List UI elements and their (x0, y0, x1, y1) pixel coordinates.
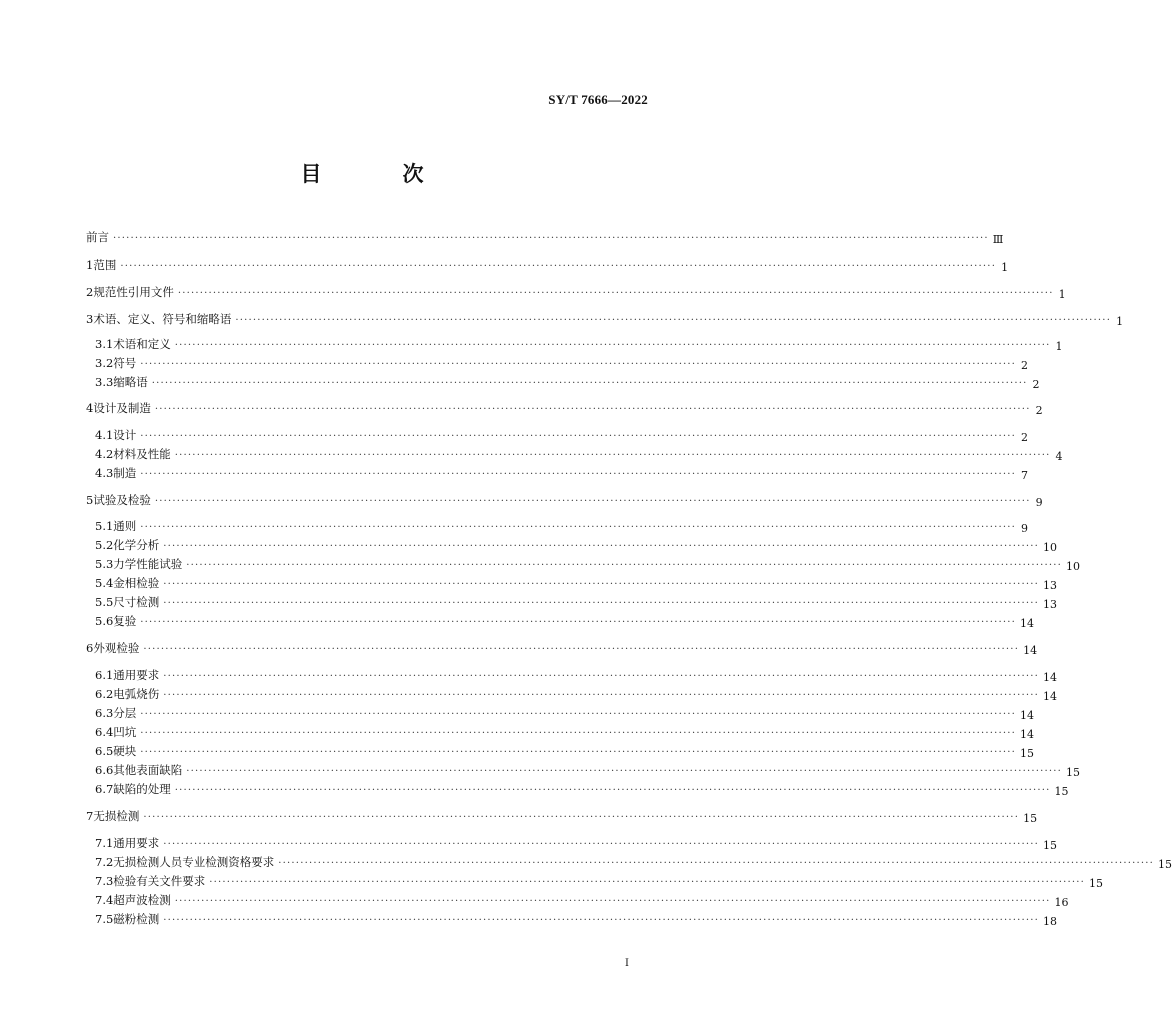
toc-entry[interactable] (86, 400, 1043, 417)
toc-entry-number: 7.4 (95, 893, 114, 907)
toc-entry-page: 14 (1043, 671, 1058, 684)
toc-entry-number: 5.4 (95, 576, 114, 590)
toc-entry-number: 4.3 (95, 466, 114, 480)
toc-entry-page: 15 (1023, 812, 1038, 825)
toc-entry-label: 范围 (93, 258, 117, 272)
page-title: 目 次 (300, 161, 454, 186)
toc-entry[interactable] (95, 835, 1058, 852)
toc-entry-page: 1 (1001, 261, 1009, 274)
toc-entry-number: 5 (86, 493, 94, 507)
toc-entry-label: 硬块 (113, 744, 137, 758)
toc-entry-page: 15 (1158, 858, 1172, 871)
toc-entry-label: 电弧烧伤 (113, 687, 160, 701)
toc-entry-number: 3.3 (95, 375, 114, 389)
dot-leader: ........................................................................................................................................................................................................ (140, 428, 1017, 439)
toc-entry-label: 符号 (113, 356, 137, 370)
dot-leader: ........................................................................................................................................................................................................ (174, 447, 1051, 458)
toc-entry-label: 力学性能试验 (113, 557, 183, 571)
toc-entry-number: 5.3 (95, 557, 114, 571)
toc-entry[interactable] (86, 808, 1038, 825)
toc-entry-label: 材料及性能 (113, 447, 171, 461)
toc-entry-number: 6.4 (95, 725, 114, 739)
toc-entry-page: 1 (1116, 315, 1124, 328)
toc-entry-number: 6.1 (95, 668, 114, 682)
toc-entry-page: 14 (1020, 617, 1035, 630)
dot-leader: ........................................................................................................................................................................................................ (209, 874, 1086, 885)
toc-entry-page: 1 (1055, 340, 1063, 353)
toc-entry[interactable] (95, 374, 1040, 391)
dot-leader: ........................................................................................................................................................................................................ (140, 519, 1017, 530)
dot-leader: ........................................................................................................................................................................................................ (140, 725, 1017, 736)
dot-leader: ........................................................................................................................................................................................................ (143, 641, 1020, 652)
dot-leader: ........................................................................................................................................................................................................ (163, 912, 1040, 923)
toc-entry-page: 18 (1043, 915, 1058, 928)
dot-leader: ........................................................................................................................................................................................................ (120, 258, 997, 269)
toc-entry-label: 缩略语 (113, 375, 148, 389)
toc-entry-number: 6.6 (95, 763, 114, 777)
dot-leader: ........................................................................................................................................................................................................ (235, 312, 1112, 323)
toc-entry-page: 15 (1043, 839, 1058, 852)
toc-entry[interactable] (86, 311, 1124, 328)
dot-leader: ........................................................................................................................................................................................................ (140, 466, 1017, 477)
dot-leader: ........................................................................................................................................................................................................ (163, 668, 1040, 679)
dot-leader: ........................................................................................................................................................................................................ (163, 687, 1040, 698)
toc-entry-number: 4.2 (95, 447, 114, 461)
toc-entry[interactable] (95, 724, 1035, 741)
toc-entry-page: 9 (1035, 496, 1043, 509)
toc-entry-label: 试验及检验 (93, 493, 151, 507)
toc-entry-label: 术语和定义 (113, 337, 171, 351)
toc-entry-page: 14 (1043, 690, 1058, 703)
toc-entry[interactable] (95, 575, 1058, 592)
dot-leader: ........................................................................................................................................................................................................ (113, 230, 989, 241)
toc-entry[interactable] (95, 556, 1081, 573)
toc-entry[interactable] (95, 427, 1029, 444)
toc-entry-number: 5.2 (95, 538, 114, 552)
toc-entry[interactable] (86, 257, 1009, 274)
toc-entry[interactable] (95, 336, 1063, 353)
toc-entry-page: 15 (1020, 747, 1035, 760)
toc-entry-label: 凹坑 (113, 725, 137, 739)
toc-entry-page: 9 (1021, 522, 1029, 535)
toc-entry[interactable] (95, 446, 1063, 463)
toc-entry[interactable] (95, 537, 1058, 554)
toc-entry-number: 3.2 (95, 356, 114, 370)
toc-entry-page: 15 (1089, 877, 1104, 890)
toc-entry-number: 6.7 (95, 782, 114, 796)
toc-entry-number: 4 (86, 401, 94, 415)
toc-entry[interactable] (86, 284, 1066, 301)
toc-entry-number: 7.1 (95, 836, 114, 850)
toc-entry-label: 制造 (113, 466, 137, 480)
toc-entry-label: 复验 (113, 614, 137, 628)
dot-leader: ........................................................................................................................................................................................................ (154, 493, 1031, 504)
toc-entry-number: 5.6 (95, 614, 114, 628)
dot-leader: ........................................................................................................................................................................................................ (278, 855, 1155, 866)
toc-entry-page: 2 (1032, 378, 1040, 391)
dot-leader: ........................................................................................................................................................................................................ (163, 538, 1040, 549)
dot-leader: ........................................................................................................................................................................................................ (140, 706, 1017, 717)
standard-code: SY/T 7666—2022 (548, 92, 648, 107)
toc-entry-page: 16 (1054, 896, 1069, 909)
toc-entry-number: 4.1 (95, 428, 114, 442)
toc-entry-number: 7 (86, 809, 94, 823)
toc-entry-label: 尺寸检测 (113, 595, 160, 609)
dot-leader: ........................................................................................................................................................................................................ (174, 337, 1051, 348)
toc-entry-label: 通用要求 (113, 668, 160, 682)
toc-entry[interactable] (95, 762, 1081, 779)
toc-entry-page: 2 (1021, 431, 1029, 444)
toc-entry-page: 10 (1043, 541, 1058, 554)
toc-entry[interactable] (95, 686, 1058, 703)
toc-entry[interactable] (95, 667, 1058, 684)
dot-leader: ........................................................................................................................................................................................................ (186, 763, 1063, 774)
toc-entry-label: 无损检测 (93, 809, 140, 823)
dot-leader: ........................................................................................................................................................................................................ (186, 557, 1063, 568)
toc-entry-page: 4 (1055, 450, 1063, 463)
toc-entry-page: 15 (1066, 766, 1081, 779)
dot-leader: ........................................................................................................................................................................................................ (140, 356, 1017, 367)
toc-entry-label: 缺陷的处理 (113, 782, 171, 796)
dot-leader: ........................................................................................................................................................................................................ (163, 576, 1040, 587)
dot-leader: ........................................................................................................................................................................................................ (163, 836, 1040, 847)
toc-entry[interactable] (95, 705, 1035, 722)
toc-entry-label: 设计 (113, 428, 137, 442)
toc-entry[interactable] (95, 743, 1035, 760)
toc-entry-number: 6.2 (95, 687, 114, 701)
toc-entry-page: 1 (1058, 288, 1066, 301)
toc-entry-page: 10 (1066, 560, 1081, 573)
toc-entry[interactable] (95, 854, 1172, 871)
dot-leader: ........................................................................................................................................................................................................ (174, 782, 1051, 793)
toc-entry-label: 规范性引用文件 (93, 285, 174, 299)
dot-leader: ........................................................................................................................................................................................................ (174, 893, 1051, 904)
toc-entry-label: 设计及制造 (93, 401, 151, 415)
toc-entry-label: 其他表面缺陷 (113, 763, 183, 777)
page-number: I (625, 958, 629, 969)
toc-entry-page: 2 (1035, 404, 1043, 417)
dot-leader: ........................................................................................................................................................................................................ (163, 595, 1040, 606)
toc-entry[interactable] (95, 781, 1069, 798)
toc-entry[interactable] (95, 613, 1035, 630)
toc-entry[interactable] (95, 355, 1029, 372)
toc-entry-number: 7.3 (95, 874, 114, 888)
dot-leader: ........................................................................................................................................................................................................ (154, 401, 1031, 412)
toc-entry-number: 7.2 (95, 855, 114, 869)
toc-entry-label: 无损检测人员专业检测资格要求 (113, 855, 275, 869)
toc-entry-page: 2 (1021, 359, 1029, 372)
toc-entry-number: 3.1 (95, 337, 114, 351)
toc-entry[interactable] (95, 465, 1029, 482)
toc-entry-label: 金相检验 (113, 576, 160, 590)
toc-entry-page: 14 (1023, 644, 1038, 657)
toc-entry-number: 6.5 (95, 744, 114, 758)
toc-entry-label: 外观检验 (93, 641, 140, 655)
toc-entry-label: 通用要求 (113, 836, 160, 850)
dot-leader: ........................................................................................................................................................................................................ (143, 809, 1020, 820)
toc-entry-page: 14 (1020, 728, 1035, 741)
toc-entry-label: 检验有关文件要求 (113, 874, 206, 888)
toc-entry-label: 磁粉检测 (113, 912, 160, 926)
dot-leader: ........................................................................................................................................................................................................ (140, 614, 1017, 625)
toc-entry-page: 13 (1043, 598, 1058, 611)
toc-entry-number: 7.5 (95, 912, 114, 926)
toc-entry-label: 术语、定义、符号和缩略语 (93, 312, 232, 326)
toc-entry[interactable] (86, 492, 1043, 509)
toc-entry[interactable] (95, 518, 1029, 535)
toc-entry-page: 7 (1021, 469, 1029, 482)
toc-entry-label: 化学分析 (113, 538, 160, 552)
toc-entry-label: 通则 (113, 519, 137, 533)
toc-entry[interactable] (95, 594, 1058, 611)
toc-entry-label: 前言 (86, 230, 109, 244)
dot-leader: ........................................................................................................................................................................................................ (177, 285, 1054, 296)
toc-entry[interactable] (95, 873, 1104, 890)
toc-entry[interactable] (95, 892, 1069, 909)
toc-entry-number: 2 (86, 285, 94, 299)
toc-entry-number: 6.3 (95, 706, 114, 720)
toc-entry-number: 5.5 (95, 595, 114, 609)
toc-entry-page: 14 (1020, 709, 1035, 722)
toc-entry-number: 5.1 (95, 519, 114, 533)
toc-entry-label: 超声波检测 (113, 893, 171, 907)
toc-entry[interactable] (86, 229, 1004, 246)
toc-entry-number: 3 (86, 312, 94, 326)
dot-leader: ........................................................................................................................................................................................................ (140, 744, 1017, 755)
toc-entry-page: Ⅲ (992, 233, 1004, 246)
toc-entry[interactable] (95, 911, 1058, 928)
toc-entry-page: 13 (1043, 579, 1058, 592)
toc-entry-number: 1 (86, 258, 94, 272)
toc-entry-page: 15 (1054, 785, 1069, 798)
toc-entry[interactable] (86, 640, 1038, 657)
toc-entry-label: 分层 (113, 706, 137, 720)
dot-leader: ........................................................................................................................................................................................................ (151, 375, 1028, 386)
toc-entry-number: 6 (86, 641, 94, 655)
